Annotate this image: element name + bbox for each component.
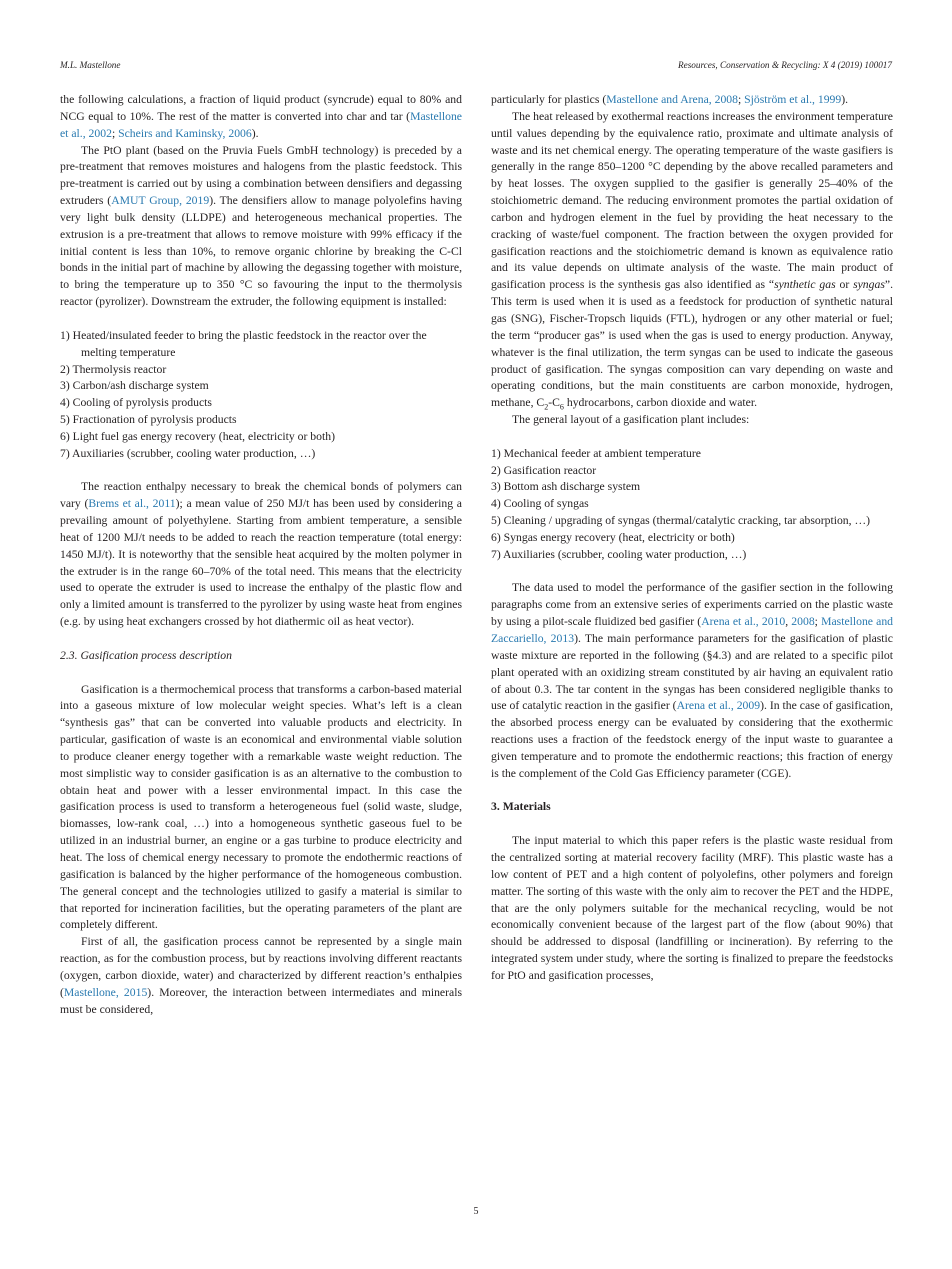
- text: -C: [548, 396, 560, 410]
- paragraph: [491, 580, 893, 782]
- list-item: 3) Carbon/ash discharge system: [60, 379, 209, 393]
- citation-link[interactable]: Mastellone and Arena, 2008: [606, 93, 738, 106]
- text: ;: [738, 93, 745, 106]
- list-item: 6) Light fuel gas energy recovery (heat, electricity or both): [60, 429, 335, 443]
- list-item: 2) Thermolysis reactor: [60, 362, 167, 376]
- citation-link[interactable]: Mastellone et al., 2002: [60, 109, 462, 140]
- list-item: 4) Cooling of pyrolysis products: [60, 396, 212, 410]
- list-item: 5) Cleaning / upgrading of syngas (thermal/catalytic cracking, tar absorption, …): [491, 514, 871, 528]
- text: ). The densifiers allow to manage polyolefins having very light bulk density (LLDPE) and heterogeneous mechanical properties. The extrusion is a pre-treatment that allows to remove moisture with 99% efficacy if the initial content is less than 10%, to remove organic chlorine by breaking the C-Cl bonds in the initial part of machine by allowing the degassing together with moisture, to bring the temperature up to 350 °C so favouring the input to the thermolysis reactor (pyrolizer). Downstream the extruder, the following equipment is installed:: [60, 194, 462, 309]
- right-column: [491, 92, 893, 985]
- text: ). In the case of gasification, the absorbed process energy can be evaluated by considering that the exothermic reactions uses a fraction of the feedstock energy of the input waste to guarantee a given temperature and to promote the endothermic reactions; this fraction of energy is the complement of the Cold Gas Efficiency parameter (CGE).: [491, 699, 894, 780]
- paragraph: The general layout of a gasification plant includes:: [512, 413, 750, 427]
- citation-link[interactable]: Mastellone, 2015: [63, 985, 148, 999]
- text: ). The main performance parameters for the gasification of plastic waste mixture are reported in the following (§4.3) and are related to a specific pilot plant operated with an oxidizing stream constituted by air having an equivalent ratio of about 0.3. The tar content in the syngas has been considered negligible thanks to use of catalytic reaction in the gasifier (: [491, 632, 893, 713]
- text: the following calculations, a fraction of liquid product (syncrude) equal to 80% and NCG equal to 10%. The rest of the matter is converted into char and tar (: [60, 93, 462, 123]
- citation-link[interactable]: Sjöström et al., 1999: [744, 93, 842, 106]
- list-item: 7) Auxiliaries (scrubber, cooling water production, …): [491, 547, 747, 561]
- paragraph: [491, 92, 893, 109]
- list-item: 1) Mechanical feeder at ambient temperature: [491, 446, 701, 460]
- list-item: 1) Heated/insulated feeder to bring the plastic feedstock in the reactor over the melting temperature: [60, 328, 427, 359]
- citation-link[interactable]: AMUT Group, 2019: [111, 194, 210, 208]
- paragraph: [60, 934, 462, 1018]
- citation-link[interactable]: 2008: [791, 615, 815, 629]
- list-item: 3) Bottom ash discharge system: [491, 480, 641, 494]
- text: First of all, the gasification process cannot be represented by a single main reaction, as for the combustion process, but by reactions involving different reactants (oxygen, carbon dioxide, water) and characterized by different reaction’s enthalpies (: [60, 935, 462, 999]
- citation-link[interactable]: Mastellone and Zaccariello, 2013: [491, 615, 894, 645]
- text: ); a mean value of 250 MJ/t has been used by considering a prevailing amount of polyethylene. Starting from ambient temperature, a sensible heat of 1200 MJ/t needs to be added to reach the reaction temperature (total energy: 1450 MJ/t). It is noteworthy that the sensible heat acquired by the molten polymer in the extruder is in the range 60–70% of the total need. This means that the electricity used to operate the extruder is used to increase the enthalpy of the plastic flow and only a limited amount is transferred to the pyrolizer by using waste heat from engines (e.g. by using heat exchangers crossed by hot diathermic oil as heat vector).: [60, 497, 462, 629]
- text: ,: [785, 615, 792, 629]
- italic-term: synthetic gas: [774, 278, 836, 292]
- italic-term: syngas: [853, 278, 885, 292]
- text: The PtO plant (based on the Pruvia Fuels GmbH technology) is preceded by a pre-treatment that removes moistures and halogens from the plastic feedstock. This pre-treatment is carried out by using a combination between densifiers and degassing extruders (: [60, 143, 462, 208]
- text: ). Moreover, the interaction between intermediates and minerals must be considered,: [60, 985, 462, 1016]
- list-item: 5) Fractionation of pyrolysis products: [60, 413, 237, 427]
- list-item: 4) Cooling of syngas: [491, 497, 589, 511]
- text: particularly for plastics (: [491, 93, 607, 106]
- section-heading: 3. Materials: [491, 800, 551, 814]
- text: ”. This term is used when it is used as a feedstock for production of synthetic natural gas (SNG), Fischer-Tropsch liquids (FTL), hydrogen or any other material or fuel; the term “producer gas” is used when the gas is used to energy production. Anyway, whatever is the final utilization, the term syngas can be used to indicate the gaseous product of gasification. The syngas composition can vary depending on waste and operating conditions, but the main constituents are carbon monoxide, hydrogen, methane, C: [491, 278, 893, 410]
- section-heading: 2.3. Gasification process description: [60, 648, 232, 662]
- equipment-list: [60, 328, 462, 463]
- gasification-plant-list: [491, 446, 893, 564]
- list-item: 6) Syngas energy recovery (heat, electricity or both): [491, 530, 735, 544]
- citation-link[interactable]: Arena et al., 2010: [701, 615, 786, 629]
- text: ;: [111, 126, 119, 140]
- text: The heat released by exothermal reactions increases the environment temperature until values depending by the equivalence ratio, proximate and ultimate analysis of waste and its net chemical energy. The operating temperature of the waste gasifiers is generally in the range 850–1200 °C depending by the above recalled parameters and by heat losses. The oxygen supplied to the gasifier is generally 25–40% of the stoichiometric demand. The reducing environment promotes the partial oxidation of carbon and hydrogen element in the fuel by providing the heat necessary to the cracking of waste/fuel component. The fraction between the oxygen provided for gasification reactions and the stoichiometric demand is known as equivalence ratio and its value depends on ultimate analysis of the waste. The main product of gasification process is the synthesis gas also identified as “: [491, 109, 893, 292]
- text: The reaction enthalpy necessary to break the chemical bonds of polymers can vary (: [60, 480, 462, 511]
- citation-link[interactable]: Arena et al., 2009: [676, 699, 761, 713]
- paragraph: [60, 479, 462, 631]
- paragraph: [60, 92, 462, 143]
- subscript: 6: [559, 402, 564, 412]
- running-header-author: M.L. Mastellone: [60, 60, 121, 70]
- text: ;: [814, 615, 822, 629]
- paragraph: [60, 143, 462, 311]
- citation-link[interactable]: Brems et al., 2011: [88, 497, 176, 511]
- text: ).: [251, 126, 259, 140]
- text: hydrocarbons, carbon dioxide and water.: [563, 396, 758, 410]
- left-column: [60, 92, 462, 1018]
- paragraph: The input material to which this paper refers is the plastic waste residual from the centralized sorting at material recovery facility (MRF). This plastic waste has a low content of PET and a high content of polyolefins, other polymers and foreign matter. The sorting of this waste with the only aim to recover the PET and the HDPE, that are the only polymers suitable for the mechanical recycling, would be not economically convenient because of the largest part of the flow (about 90%) that should be addressed to disposal (landfilling or incineration). By referring to the integrated system under study, where the sorting is finalized to prepare the feedstocks for PtO and gasification processes,: [491, 834, 893, 982]
- list-item: 2) Gasification reactor: [491, 463, 597, 477]
- subscript: 2: [544, 402, 549, 412]
- citation-link[interactable]: Scheirs and Kaminsky, 2006: [118, 126, 252, 140]
- text: The data used to model the performance of the gasifier section in the following paragraphs come from an extensive series of experiments carried on the plastic waste by using a pilot-scale fluidized bed gasifier (: [491, 581, 893, 629]
- paragraph: Gasification is a thermochemical process that transforms a carbon-based material into a gaseous mixture of low molecular weight species. What’s left is a clean “synthesis gas” that can be converted into valuable products and electricity. In particular, gasification of waste is an economical and environmental viable solution to produce cleaner energy together with a remarkable waste weight reduction. The most simplistic way to consider gasification is as an alternative to the combustion to obtain heat and power with a lesser environmental impact. In this case the gasification process is used to transform a heterogeneous fuel (solid waste, sludge, biomasses, low-rank coal, …) into a homogeneous synthetic gaseous fuel to be utilized in an industrial burner, an engine or a gas turbine to produce electricity and heat. The loss of chemical energy necessary to promote the endothermic reactions of gasification is balanced by the higher performance of the homogeneous combustion. The general concept and the technologies utilized to gasify a material is similar to that reported for incineration facilities, but the operating parameters of the plant are completely different.: [60, 682, 462, 932]
- running-header-journal: Resources, Conservation & Recycling: X 4 (2019) 100017: [678, 60, 892, 70]
- list-item: 7) Auxiliaries (scrubber, cooling water production, …): [60, 446, 316, 460]
- paragraph: [491, 109, 893, 412]
- page-number: 5: [473, 1206, 479, 1217]
- text: or: [835, 278, 854, 292]
- text: ).: [841, 93, 849, 106]
